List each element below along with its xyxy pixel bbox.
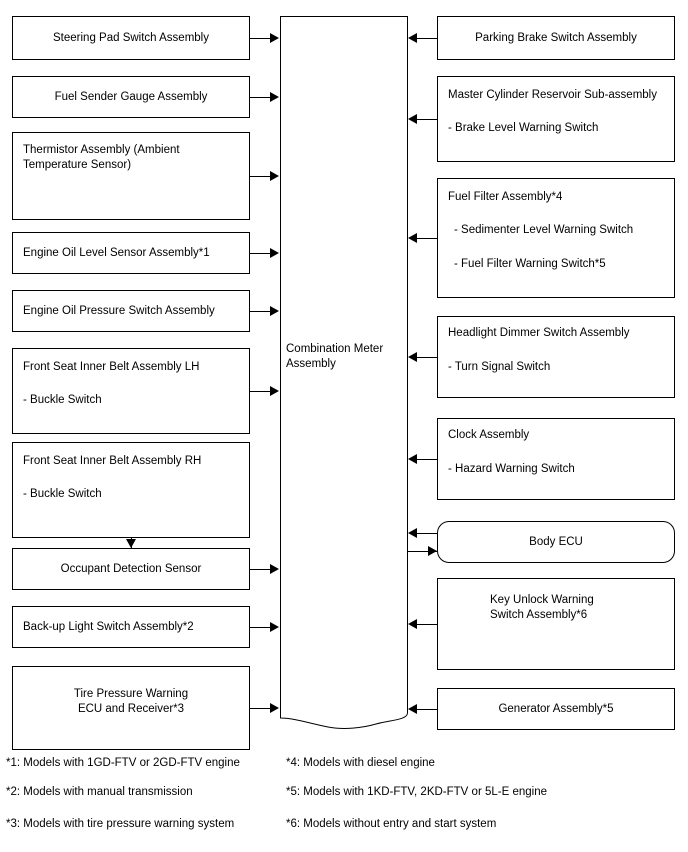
box-front-seat-inner-belt-lh-line2: - Buckle Switch [23,394,102,406]
box-occupant-detection-sensor-line1: Occupant Detection Sensor [60,563,202,575]
footnote-3: *3: Models with tire pressure warning system [6,818,235,830]
arrow-fuel-sender-gauge [270,92,279,102]
footnote-6: *6: Models without entry and start system [286,818,497,830]
footnote-5: *5: Models with 1KD-FTV, 2KD-FTV or 5L-E engine [286,786,547,798]
arrow-steering-pad-switch [270,33,279,43]
box-front-seat-inner-belt-rh-line2: - Buckle Switch [23,488,102,500]
box-thermistor-assembly-line2: Temperature Sensor) [23,159,132,171]
box-generator-assembly-line1: Generator Assembly*5 [498,703,614,715]
arrow-front-seat-inner-belt-lh [270,386,279,396]
box-fuel-filter-assembly-line2: - Sedimenter Level Warning Switch [454,224,634,236]
connector-clock-assembly [417,459,437,460]
footnote-4: *4: Models with diesel engine [286,757,435,769]
footnote-1: *1: Models with 1GD-FTV or 2GD-FTV engine [6,757,240,769]
arrow-engine-oil-pressure-switch [270,306,279,316]
combination-meter-label [286,342,402,372]
box-front-seat-inner-belt-rh [12,442,250,538]
box-generator-assembly [437,688,675,730]
box-headlight-dimmer-switch [437,316,675,398]
arrow-belt-rh-to-occupant-sensor [126,539,136,548]
connector-tire-pressure-warning-ecu [250,708,270,709]
connector-back-up-light-switch [250,627,270,628]
arrow-master-cylinder-reservoir [408,114,417,124]
box-headlight-dimmer-switch-line2: - Turn Signal Switch [448,361,551,373]
box-key-unlock-warning-switch-line2: Switch Assembly*6 [490,609,588,621]
combination-meter-label-line2: Assembly [286,358,336,370]
arrow-engine-oil-level-sensor [270,248,279,258]
combination-meter-label-line1: Combination Meter [286,343,384,355]
connector-engine-oil-level-sensor [250,253,270,254]
arrow-thermistor-assembly [270,171,279,181]
connector-key-unlock-warning-switch [417,624,437,625]
connector-front-seat-inner-belt-lh [250,391,270,392]
footnote-2: *2: Models with manual transmission [6,786,193,798]
connector-engine-oil-pressure-switch [250,311,270,312]
arrow-headlight-dimmer-switch [408,352,417,362]
box-fuel-sender-gauge-line1: Fuel Sender Gauge Assembly [54,91,208,103]
box-steering-pad-switch [12,16,250,60]
box-front-seat-inner-belt-rh-line1: Front Seat Inner Belt Assembly RH [23,455,202,467]
box-body-ecu-line1: Body ECU [529,536,583,548]
box-occupant-detection-sensor [12,548,250,590]
box-back-up-light-switch-line1: Back-up Light Switch Assembly*2 [23,621,194,633]
arrow-back-up-light-switch [270,622,279,632]
box-master-cylinder-reservoir-line2: - Brake Level Warning Switch [448,122,599,134]
connector-occupant-detection-sensor [250,569,270,570]
box-fuel-sender-gauge [12,76,250,118]
box-tire-pressure-warning-ecu [12,666,250,750]
box-fuel-filter-assembly-line3: - Fuel Filter Warning Switch*5 [454,258,606,270]
connector-fuel-sender-gauge [250,97,270,98]
box-body-ecu [437,521,675,563]
arrow-tire-pressure-warning-ecu [270,703,279,713]
connector-generator-assembly [417,709,437,710]
box-tire-pressure-warning-ecu-line1: Tire Pressure Warning [73,688,189,700]
box-parking-brake-switch [437,16,675,60]
connector-thermistor-assembly [250,176,270,177]
arrow-body-ecu-in [408,528,417,538]
connector-body-ecu-in [417,533,437,534]
arrow-clock-assembly [408,454,417,464]
box-clock-assembly-line1: Clock Assembly [448,429,530,441]
box-key-unlock-warning-switch [437,578,675,670]
box-master-cylinder-reservoir-line1: Master Cylinder Reservoir Sub-assembly [448,89,657,101]
arrow-generator-assembly [408,704,417,714]
box-master-cylinder-reservoir [437,76,675,162]
box-steering-pad-switch-line1: Steering Pad Switch Assembly [53,32,209,44]
box-engine-oil-level-sensor [12,232,250,274]
combination-meter-shape [280,16,408,732]
box-fuel-filter-assembly [437,178,675,298]
box-key-unlock-warning-switch-line1: Key Unlock Warning [490,594,594,606]
box-headlight-dimmer-switch-line1: Headlight Dimmer Switch Assembly [448,327,630,339]
arrow-key-unlock-warning-switch [408,619,417,629]
connector-parking-brake-switch [417,38,437,39]
connector-master-cylinder-reservoir [417,119,437,120]
box-front-seat-inner-belt-lh [12,348,250,434]
box-engine-oil-level-sensor-line1: Engine Oil Level Sensor Assembly*1 [23,247,210,259]
box-parking-brake-switch-line1: Parking Brake Switch Assembly [475,32,637,44]
box-engine-oil-pressure-switch [12,290,250,332]
box-thermistor-assembly-line1: Thermistor Assembly (Ambient [23,144,180,156]
box-tire-pressure-warning-ecu-line2: ECU and Receiver*3 [77,703,185,715]
box-clock-assembly-line2: - Hazard Warning Switch [448,463,575,475]
box-fuel-filter-assembly-line1: Fuel Filter Assembly*4 [448,191,563,203]
connector-steering-pad-switch [250,38,270,39]
arrow-parking-brake-switch [408,33,417,43]
connector-fuel-filter-assembly [417,238,437,239]
arrow-body-ecu-out [428,546,437,556]
box-back-up-light-switch [12,606,250,648]
box-clock-assembly [437,418,675,500]
box-thermistor-assembly [12,132,250,220]
box-engine-oil-pressure-switch-line1: Engine Oil Pressure Switch Assembly [23,305,215,317]
box-front-seat-inner-belt-lh-line1: Front Seat Inner Belt Assembly LH [23,361,200,373]
connector-headlight-dimmer-switch [417,357,437,358]
arrow-fuel-filter-assembly [408,233,417,243]
arrow-occupant-detection-sensor [270,564,279,574]
